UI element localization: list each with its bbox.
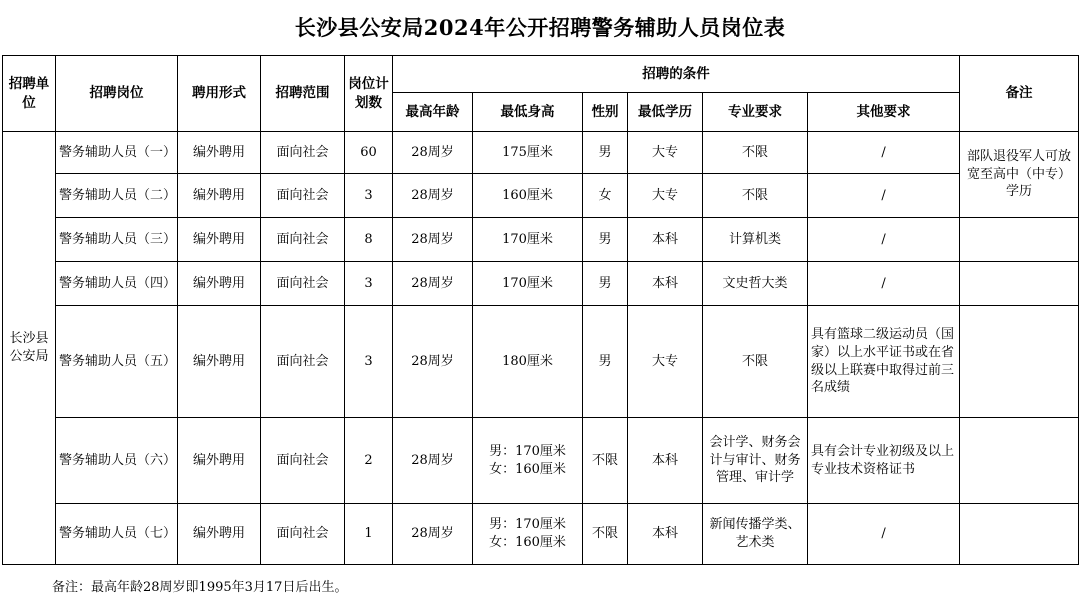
age-cell: 28周岁 (393, 132, 473, 174)
remark-cell (960, 218, 1079, 262)
header-age: 最高年龄 (393, 93, 473, 132)
post-cell: 警务辅助人员（二） (56, 174, 178, 218)
plan-cell: 8 (345, 218, 393, 262)
scope-cell: 面向社会 (261, 218, 345, 262)
education-cell: 大专 (628, 174, 703, 218)
scope-cell: 面向社会 (261, 174, 345, 218)
plan-cell: 2 (345, 418, 393, 504)
remark-cell: 部队退役军人可放宽至高中（中专）学历 (960, 132, 1079, 218)
major-cell: 文史哲大类 (703, 262, 808, 306)
major-cell: 不限 (703, 174, 808, 218)
form-cell: 编外聘用 (178, 418, 261, 504)
age-cell: 28周岁 (393, 262, 473, 306)
other-cell: / (808, 262, 960, 306)
gender-cell: 不限 (583, 504, 628, 565)
header-unit: 招聘单位 (3, 56, 56, 132)
table-row (3, 504, 1079, 565)
form-cell: 编外聘用 (178, 306, 261, 418)
major-cell: 不限 (703, 132, 808, 174)
plan-cell: 60 (345, 132, 393, 174)
other-cell: / (808, 174, 960, 218)
form-cell: 编外聘用 (178, 132, 261, 174)
remark-cell (960, 306, 1079, 418)
header-height: 最低身高 (473, 93, 583, 132)
age-cell: 28周岁 (393, 218, 473, 262)
header-major: 专业要求 (703, 93, 808, 132)
age-cell: 28周岁 (393, 306, 473, 418)
header-scope: 招聘范围 (261, 56, 345, 132)
form-cell: 编外聘用 (178, 504, 261, 565)
height-cell: 男：170厘米 女：160厘米 (473, 504, 583, 565)
scope-cell: 面向社会 (261, 504, 345, 565)
plan-cell: 1 (345, 504, 393, 565)
table-row (3, 306, 1079, 418)
major-cell: 新闻传播学类、艺术类 (703, 504, 808, 565)
age-cell: 28周岁 (393, 418, 473, 504)
header-other: 其他要求 (808, 93, 960, 132)
plan-cell: 3 (345, 174, 393, 218)
other-cell: / (808, 504, 960, 565)
unit-name: 长沙县公安局 (3, 132, 56, 565)
header-form: 聘用形式 (178, 56, 261, 132)
post-cell: 警务辅助人员（七） (56, 504, 178, 565)
age-cell: 28周岁 (393, 174, 473, 218)
age-cell: 28周岁 (393, 504, 473, 565)
post-cell: 警务辅助人员（三） (56, 218, 178, 262)
footer-note: 备注：最高年龄28周岁即1995年3月17日后出生。 (52, 580, 348, 595)
height-cell: 160厘米 (473, 174, 583, 218)
education-cell: 大专 (628, 132, 703, 174)
post-cell: 警务辅助人员（六） (56, 418, 178, 504)
remark-cell (960, 262, 1079, 306)
table-row (3, 174, 1079, 218)
page-title: 长沙县公安局2024年公开招聘警务辅助人员岗位表 (294, 15, 786, 40)
major-cell: 会计学、财务会计与审计、财务管理、审计学 (703, 418, 808, 504)
major-cell: 不限 (703, 306, 808, 418)
table-row (3, 418, 1079, 504)
gender-cell: 男 (583, 218, 628, 262)
education-cell: 本科 (628, 418, 703, 504)
height-cell: 男：170厘米 女：160厘米 (473, 418, 583, 504)
header-education: 最低学历 (628, 93, 703, 132)
remark-cell (960, 504, 1079, 565)
form-cell: 编外聘用 (178, 218, 261, 262)
other-cell: 具有会计专业初级及以上专业技术资格证书 (808, 418, 960, 504)
scope-cell: 面向社会 (261, 132, 345, 174)
header-remark: 备注 (960, 56, 1079, 132)
height-cell: 180厘米 (473, 306, 583, 418)
other-cell: 具有篮球二级运动员（国家）以上水平证书或在省级以上联赛中取得过前三名成绩 (808, 306, 960, 418)
gender-cell: 女 (583, 174, 628, 218)
table-row (3, 262, 1079, 306)
height-cell: 170厘米 (473, 218, 583, 262)
table-row (3, 218, 1079, 262)
other-cell: / (808, 132, 960, 174)
scope-cell: 面向社会 (261, 306, 345, 418)
remark-cell (960, 418, 1079, 504)
form-cell: 编外聘用 (178, 174, 261, 218)
form-cell: 编外聘用 (178, 262, 261, 306)
positions-table (2, 55, 1079, 565)
major-cell: 计算机类 (703, 218, 808, 262)
height-cell: 175厘米 (473, 132, 583, 174)
other-cell: / (808, 218, 960, 262)
header-conditions: 招聘的条件 (393, 56, 960, 93)
gender-cell: 不限 (583, 418, 628, 504)
gender-cell: 男 (583, 132, 628, 174)
gender-cell: 男 (583, 262, 628, 306)
height-cell: 170厘米 (473, 262, 583, 306)
post-cell: 警务辅助人员（四） (56, 262, 178, 306)
gender-cell: 男 (583, 306, 628, 418)
education-cell: 本科 (628, 262, 703, 306)
header-post: 招聘岗位 (56, 56, 178, 132)
education-cell: 本科 (628, 218, 703, 262)
plan-cell: 3 (345, 262, 393, 306)
header-gender: 性别 (583, 93, 628, 132)
header-plan: 岗位计划数 (345, 56, 393, 132)
table-row (3, 132, 1079, 174)
post-cell: 警务辅助人员（五） (56, 306, 178, 418)
plan-cell: 3 (345, 306, 393, 418)
post-cell: 警务辅助人员（一） (56, 132, 178, 174)
scope-cell: 面向社会 (261, 262, 345, 306)
education-cell: 大专 (628, 306, 703, 418)
education-cell: 本科 (628, 504, 703, 565)
scope-cell: 面向社会 (261, 418, 345, 504)
